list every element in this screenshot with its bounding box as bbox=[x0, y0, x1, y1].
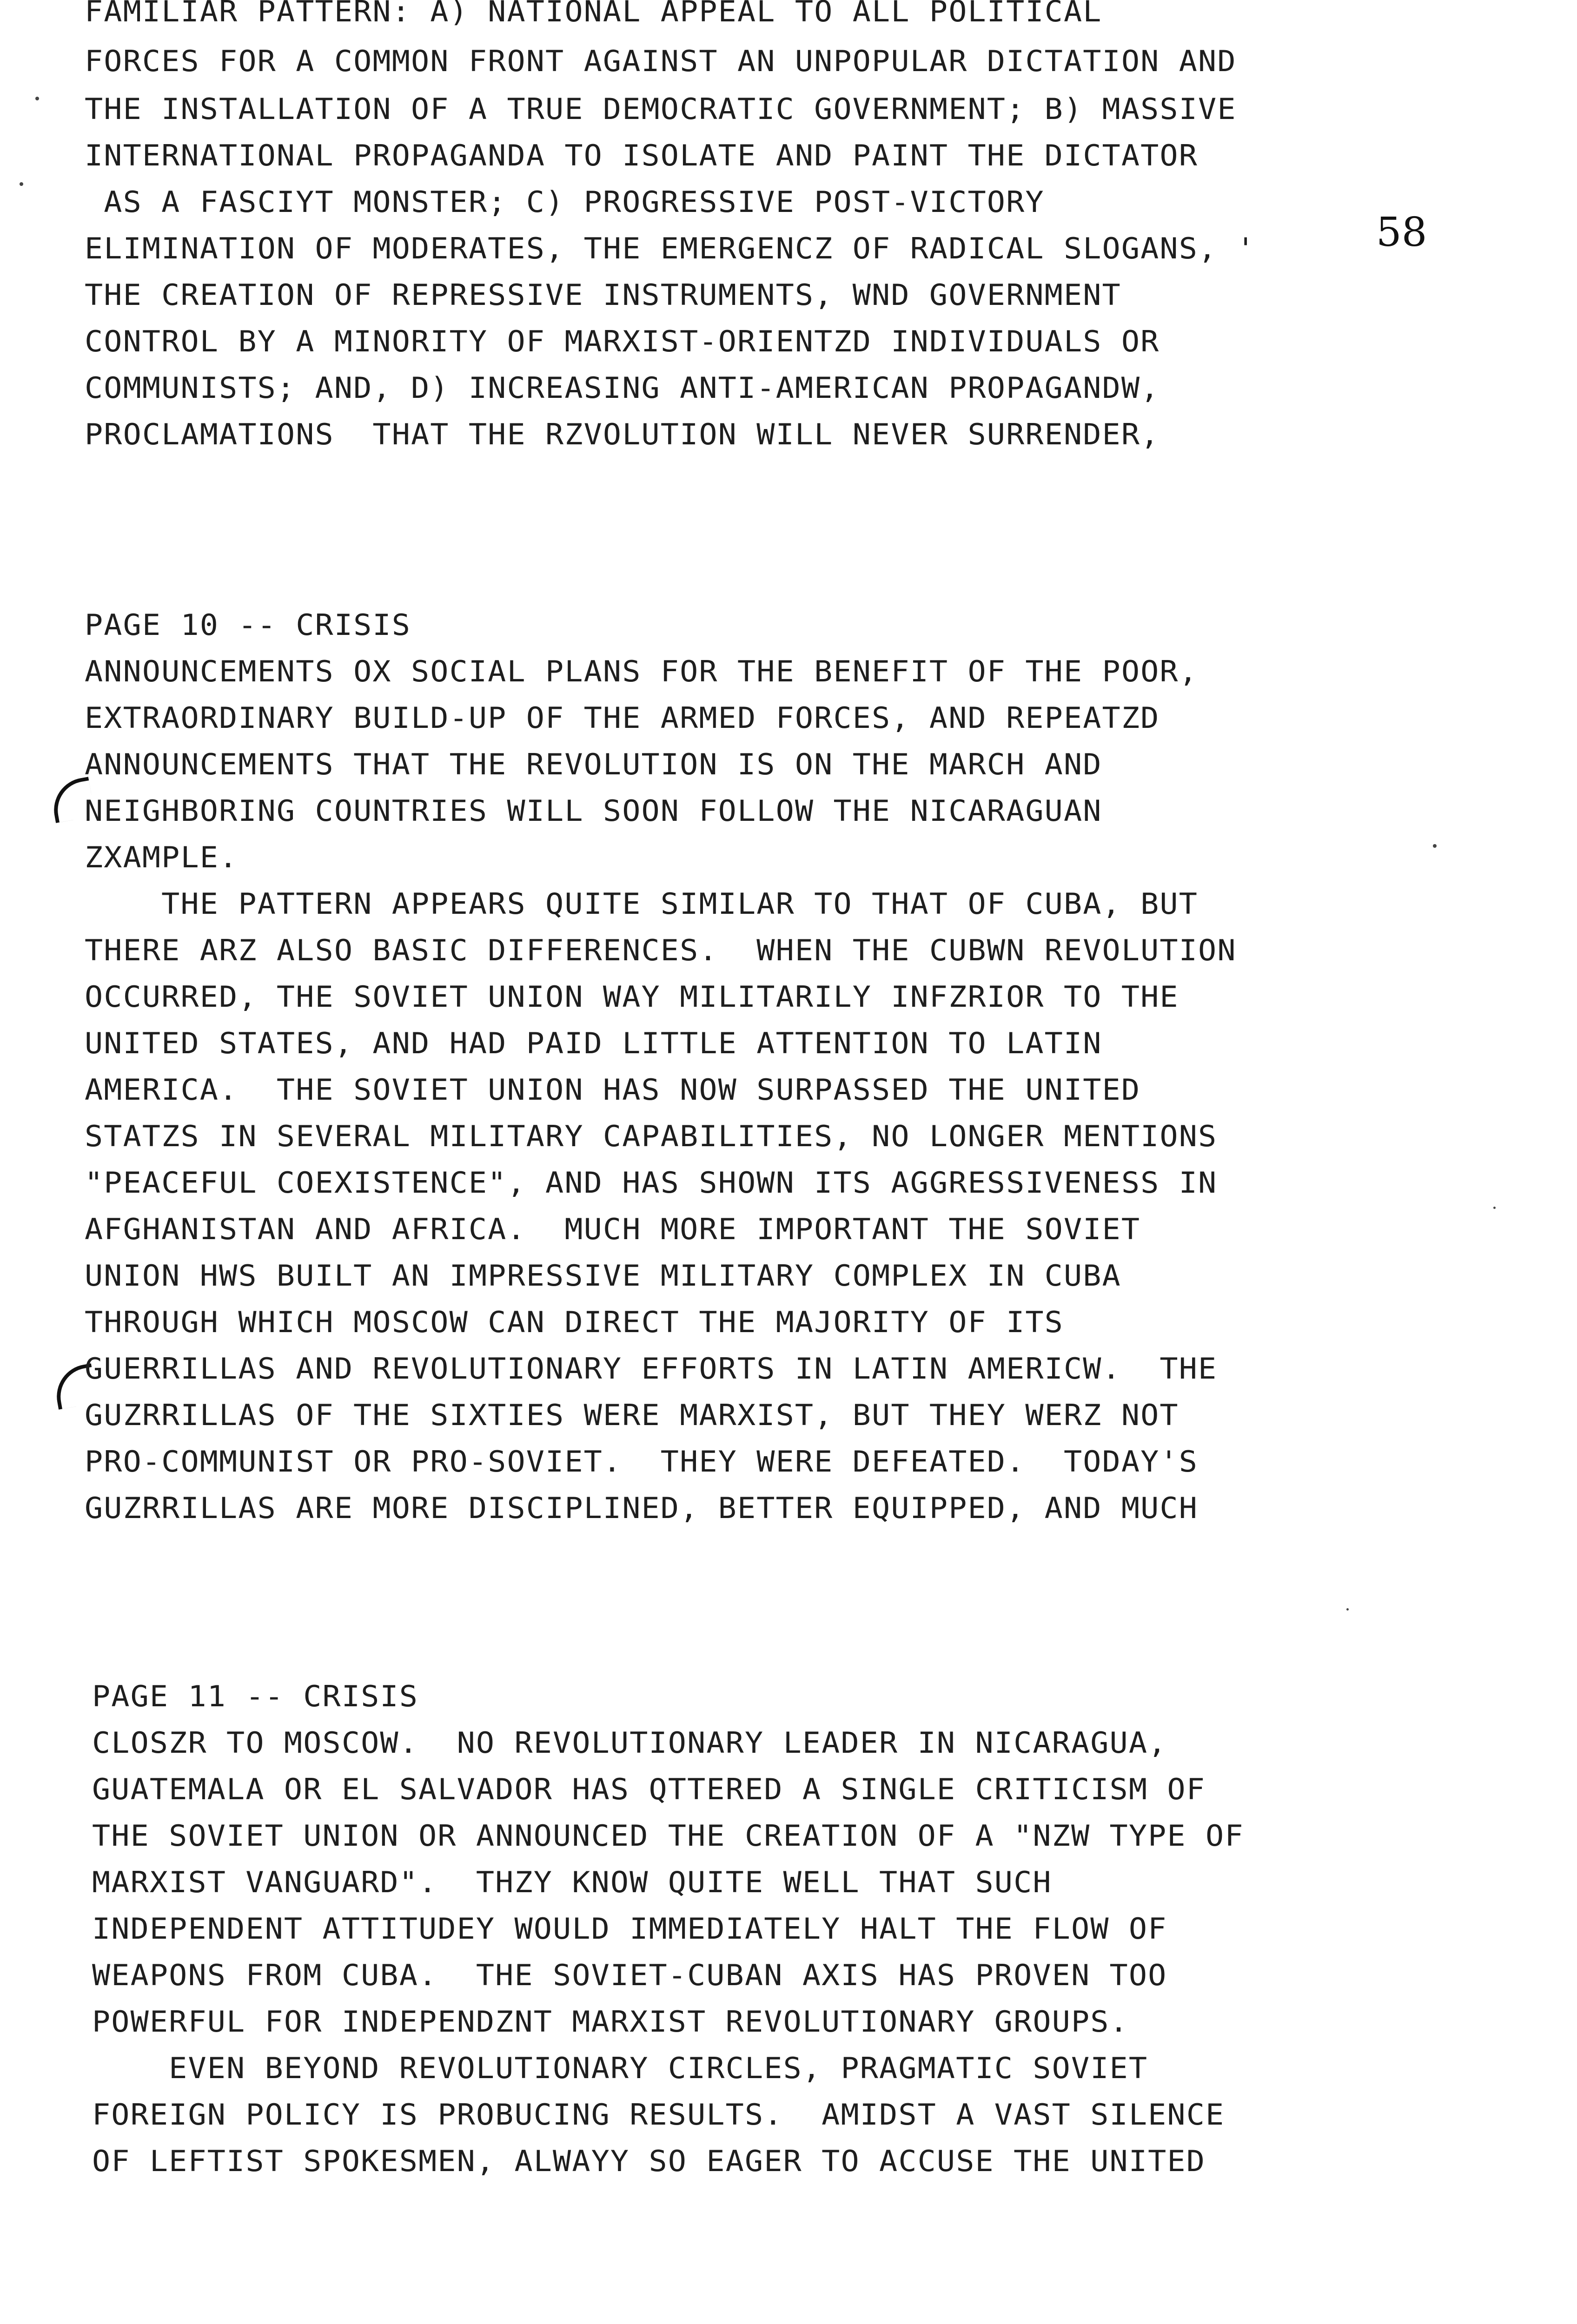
scan-speck bbox=[1346, 1608, 1349, 1611]
scan-speck bbox=[20, 182, 23, 186]
text-line: THE PATTERN APPEARS QUITE SIMILAR TO THAT OF CUBA, BUT bbox=[85, 887, 1199, 921]
text-line: PROCLAMATIONS THAT THE RZVOLUTION WILL NEVER SURRENDER, bbox=[85, 417, 1160, 451]
text-line: GUZRRILLAS ARE MORE DISCIPLINED, BETTER EQUIPPED, AND MUCH bbox=[85, 1491, 1199, 1525]
text-line: FAMILIAR PATTERN: A) NATIONAL APPEAL TO ALL POLITICAL bbox=[85, 0, 1102, 28]
text-line: AMERICA. THE SOVIET UNION HAS NOW SURPASSED THE UNITED bbox=[85, 1073, 1141, 1107]
handwritten-page-number: 58 bbox=[1376, 209, 1427, 256]
text-line: POWERFUL FOR INDEPENDZNT MARXIST REVOLUTIONARY GROUPS. bbox=[92, 2005, 1129, 2039]
text-line: THROUGH WHICH MOSCOW CAN DIRECT THE MAJORITY OF ITS bbox=[85, 1305, 1064, 1339]
text-line: ANNOUNCEMENTS OX SOCIAL PLANS FOR THE BENEFIT OF THE POOR, bbox=[85, 654, 1199, 688]
text-line: MARXIST VANGUARD". THZY KNOW QUITE WELL THAT SUCH bbox=[92, 1865, 1052, 1899]
text-line: THE INSTALLATION OF A TRUE DEMOCRATIC GOVERNMENT; B) MASSIVE bbox=[85, 92, 1237, 126]
text-line: FOREIGN POLICY IS PROBUCING RESULTS. AMIDST A VAST SILENCE bbox=[92, 2098, 1225, 2132]
text-line: AS A FASCIYT MONSTER; C) PROGRESSIVE POST-VICTORY bbox=[85, 185, 1045, 219]
text-line: PRO-COMMUNIST OR PRO-SOVIET. THEY WERE DEFEATED. TODAY'S bbox=[85, 1445, 1199, 1479]
scan-speck bbox=[1433, 844, 1437, 848]
text-line: FORCES FOR A COMMON FRONT AGAINST AN UNPOPULAR DICTATION AND bbox=[85, 44, 1237, 78]
text-line: GUATEMALA OR EL SALVADOR HAS QTTERED A SINGLE CRITICISM OF bbox=[92, 1772, 1206, 1806]
text-line: EVEN BEYOND REVOLUTIONARY CIRCLES, PRAGMATIC SOVIET bbox=[92, 2051, 1148, 2085]
text-line: ELIMINATION OF MODERATES, THE EMERGENCZ OF RADICAL SLOGANS, ' bbox=[85, 231, 1256, 265]
text-line: WEAPONS FROM CUBA. THE SOVIET-CUBAN AXIS HAS PROVEN TOO bbox=[92, 1958, 1167, 1992]
text-line: NEIGHBORING COUNTRIES WILL SOON FOLLOW THE NICARAGUAN bbox=[85, 794, 1102, 828]
text-line: CONTROL BY A MINORITY OF MARXIST-ORIENTZD INDIVIDUALS OR bbox=[85, 324, 1160, 358]
text-line: OF LEFTIST SPOKESMEN, ALWAYY SO EAGER TO ACCUSE THE UNITED bbox=[92, 2144, 1206, 2178]
text-line: UNITED STATES, AND HAD PAID LITTLE ATTENTION TO LATIN bbox=[85, 1026, 1102, 1060]
text-line: INDEPENDENT ATTITUDEY WOULD IMMEDIATELY HALT THE FLOW OF bbox=[92, 1912, 1167, 1946]
text-line: AFGHANISTAN AND AFRICA. MUCH MORE IMPORTANT THE SOVIET bbox=[85, 1212, 1141, 1246]
page-header: PAGE 10 -- CRISIS bbox=[85, 608, 411, 642]
text-line: OCCURRED, THE SOVIET UNION WAY MILITARILY INFZRIOR TO THE bbox=[85, 980, 1179, 1014]
text-line: INTERNATIONAL PROPAGANDA TO ISOLATE AND PAINT THE DICTATOR bbox=[85, 139, 1199, 172]
text-line: "PEACEFUL COEXISTENCE", AND HAS SHOWN ITS AGGRESSIVENESS IN bbox=[85, 1166, 1218, 1200]
text-line: ANNOUNCEMENTS THAT THE REVOLUTION IS ON THE MARCH AND bbox=[85, 747, 1102, 781]
text-line: STATZS IN SEVERAL MILITARY CAPABILITIES, NO LONGER MENTIONS bbox=[85, 1119, 1218, 1153]
text-line: ZXAMPLE. bbox=[85, 840, 239, 874]
text-line: UNION HWS BUILT AN IMPRESSIVE MILITARY COMPLEX IN CUBA bbox=[85, 1259, 1121, 1293]
text-line: CLOSZR TO MOSCOW. NO REVOLUTIONARY LEADER IN NICARAGUA, bbox=[92, 1726, 1167, 1760]
text-line: COMMUNISTS; AND, D) INCREASING ANTI-AMERICAN PROPAGANDW, bbox=[85, 371, 1160, 405]
text-line: THE CREATION OF REPRESSIVE INSTRUMENTS, WND GOVERNMENT bbox=[85, 278, 1121, 312]
text-line: GUZRRILLAS OF THE SIXTIES WERE MARXIST, BUT THEY WERZ NOT bbox=[85, 1398, 1179, 1432]
text-line: THERE ARZ ALSO BASIC DIFFERENCES. WHEN THE CUBWN REVOLUTION bbox=[85, 933, 1237, 967]
page-header: PAGE 11 -- CRISIS bbox=[92, 1679, 418, 1713]
text-line: THE SOVIET UNION OR ANNOUNCED THE CREATION OF A "NZW TYPE OF bbox=[92, 1819, 1244, 1853]
scan-speck bbox=[35, 97, 39, 100]
scan-speck bbox=[1493, 1207, 1496, 1209]
text-line: EXTRAORDINARY BUILD-UP OF THE ARMED FORCES, AND REPEATZD bbox=[85, 701, 1160, 735]
text-line: GUERRILLAS AND REVOLUTIONARY EFFORTS IN LATIN AMERICW. THE bbox=[85, 1352, 1218, 1386]
